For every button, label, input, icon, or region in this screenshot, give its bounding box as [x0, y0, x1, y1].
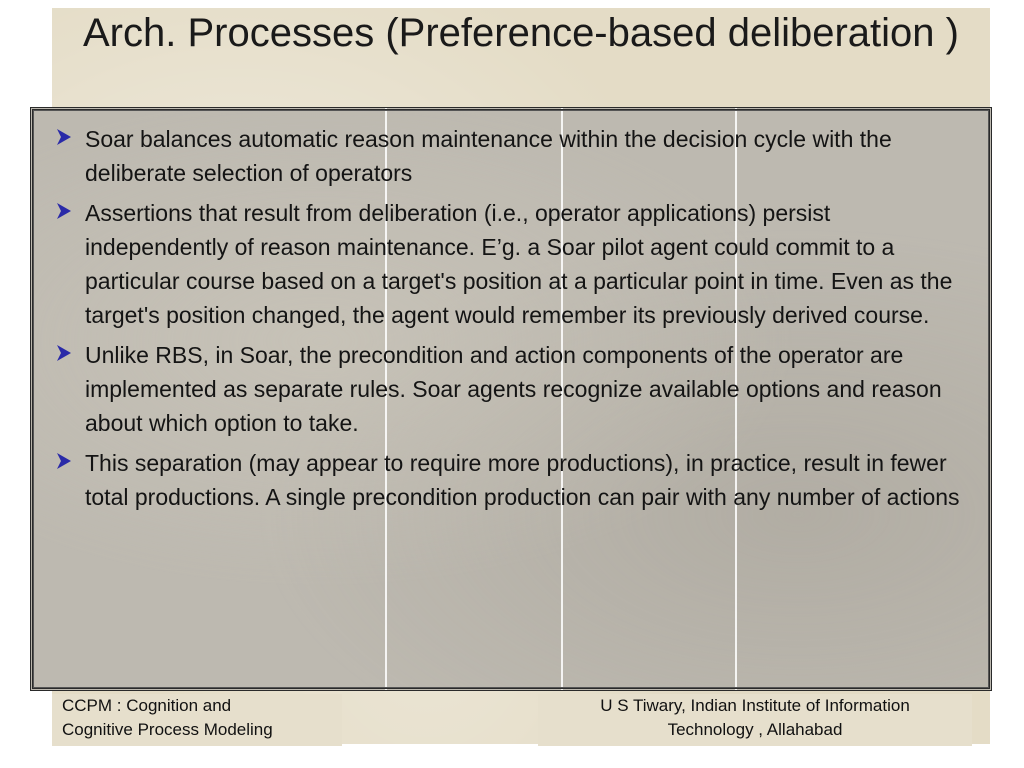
- bullet-list: [33, 110, 989, 514]
- content-panel: [30, 107, 992, 691]
- footer-author: [538, 694, 972, 746]
- footer-course-line1: CCPM : Cognition and: [62, 696, 232, 715]
- bullet-item: [53, 122, 979, 190]
- bullet-item: [53, 446, 979, 514]
- arrowhead-bullet-icon: [53, 446, 75, 480]
- bullet-item: [53, 196, 979, 332]
- footer-author-line2: Technology , Allahabad: [667, 720, 843, 739]
- bullet-text: Soar balances automatic reason maintenance within the decision cycle with the deliberate selection of operators: [85, 126, 892, 186]
- bullet-item: [53, 338, 979, 440]
- bullet-text: This separation (may appear to require more productions), in practice, result in fewer total productions. A single precondition production can pair with any number of actions: [85, 450, 960, 510]
- arrowhead-bullet-icon: [53, 338, 75, 372]
- slide-title: Arch. Processes (Preference-based deliberation ): [83, 11, 959, 55]
- footer-course: [52, 694, 342, 746]
- arrowhead-bullet-icon: [53, 122, 75, 156]
- footer-course-line2: Cognitive Process Modeling: [62, 720, 273, 739]
- arrowhead-bullet-icon: [53, 196, 75, 230]
- bullet-text: Unlike RBS, in Soar, the precondition and action components of the operator are implemented as separate rules. Soar agents recognize available options and reason about which option to take.: [85, 342, 942, 436]
- bullet-text: Assertions that result from deliberation (i.e., operator applications) persist independently of reason maintenance. E’g. a Soar pilot agent could commit to a particular course based on a target's position at a particular point in time. Even as the target's position changed, the agent would remember its previously derived course.: [85, 200, 953, 328]
- footer-author-line1: U S Tiwary, Indian Institute of Information: [600, 696, 910, 715]
